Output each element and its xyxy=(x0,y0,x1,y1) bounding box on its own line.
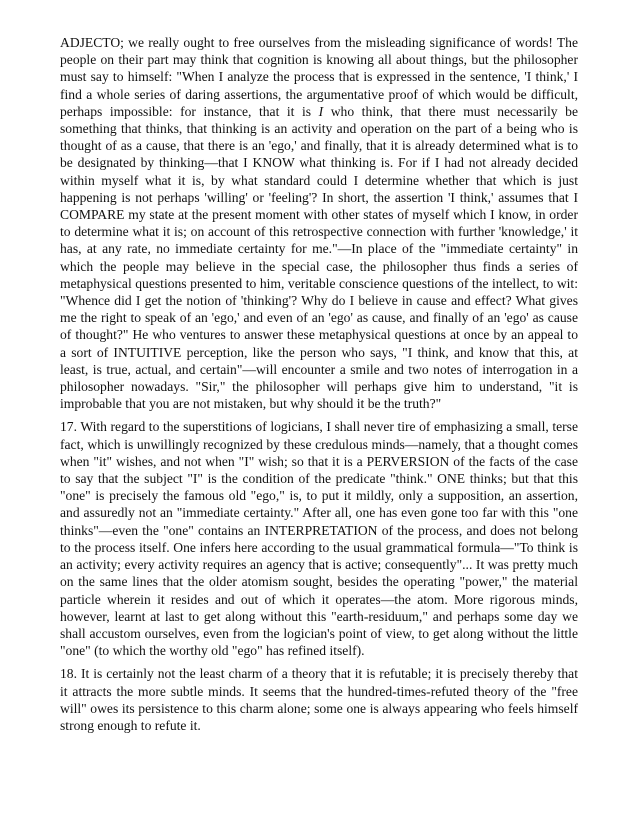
paragraph-text-before-italic: ADJECTO; we really ought to free ourselves from the misleading significance of words! The people on their part may think that cognition is knowing all about things, but the philosopher must say to himself: "When I analyze the process that is expressed in the sentence, 'I think,' I find a whole series of daring assertions, the argumentative proof of which would be difficult, perhaps impossible: for instance, that it is xyxy=(60,35,578,119)
document-page xyxy=(60,34,578,740)
paragraph-section-17: 17. With regard to the superstitions of logicians, I shall never tire of emphasizing a small, terse fact, which is unwillingly recognized by these credulous minds—namely, that a thought comes when "it" wishes, and not when "I" wish; so that it is a PERVERSION of the facts of the case to say that the subject "I" is the condition of the predicate "think." ONE thinks; but that this "one" is precisely the famous old "ego," is, to put it mildly, only a supposition, an assertion, and assuredly not an "immediate certainty." After all, one has even gone too far with this "one thinks"—even the "one" contains an INTERPRETATION of the process, and does not belong to the process itself. One infers here according to the usual grammatical formula—"To think is an activity; every activity requires an agency that is active; consequently"... It was pretty much on the same lines that the older atomism sought, besides the operating "power," the material particle wherein it resides and out of which it operates—the atom. More rigorous minds, however, learnt at last to get along without this "earth-residuum," and perhaps some day we shall accustom ourselves, even from the logician's point of view, to get along without the little "one" (to which the worthy old "ego" has refined itself). xyxy=(60,419,578,659)
paragraph-continuation xyxy=(60,34,578,412)
paragraph-text-after-italic: who think, that there must necessarily be something that thinks, that thinking is an activity and operation on the part of a being who is thought of as a cause, that there is an 'ego,' and finally, that it is already determined what is to be designated by thinking—that I KNOW what thinking is. For if I had not already decided within myself what it is, by what standard could I determine whether that which is just happening is not perhaps 'willing' or 'feeling'? In short, the assertion 'I think,' assumes that I COMPARE my state at the present moment with other states of myself which I know, in order to determine what it is; on account of this retrospective connection with further 'knowledge,' it has, at any rate, no immediate certainty for me."—In place of the "immediate certainty" in which the people may believe in the special case, the philosopher thus finds a series of metaphysical questions presented to him, veritable conscience questions of the intellect, to wit: "Whence did I get the notion of 'thinking'? Why do I believe in cause and effect? What gives me the right to speak of an 'ego,' and even of an 'ego' as cause, and finally of an 'ego' as cause of thought?" He who ventures to answer these metaphysical questions at once by an appeal to a sort of INTUITIVE perception, like the person who says, "I think, and know that this, at least, is true, actual, and certain"—will encounter a smile and two notes of interrogation in a philosopher nowadays. "Sir," the philosopher will perhaps give him to understand, "it is improbable that you are not mistaken, but why should it be the truth?" xyxy=(60,103,578,412)
paragraph-section-18: 18. It is certainly not the least charm of a theory that it is refutable; it is precisely thereby that it attracts the more subtle minds. It seems that the hundred-times-refuted theory of the "free will" owes its persistence to this charm alone; some one is always appearing who feels himself strong enough to refute it. xyxy=(60,666,578,733)
italic-word: I xyxy=(318,103,324,119)
